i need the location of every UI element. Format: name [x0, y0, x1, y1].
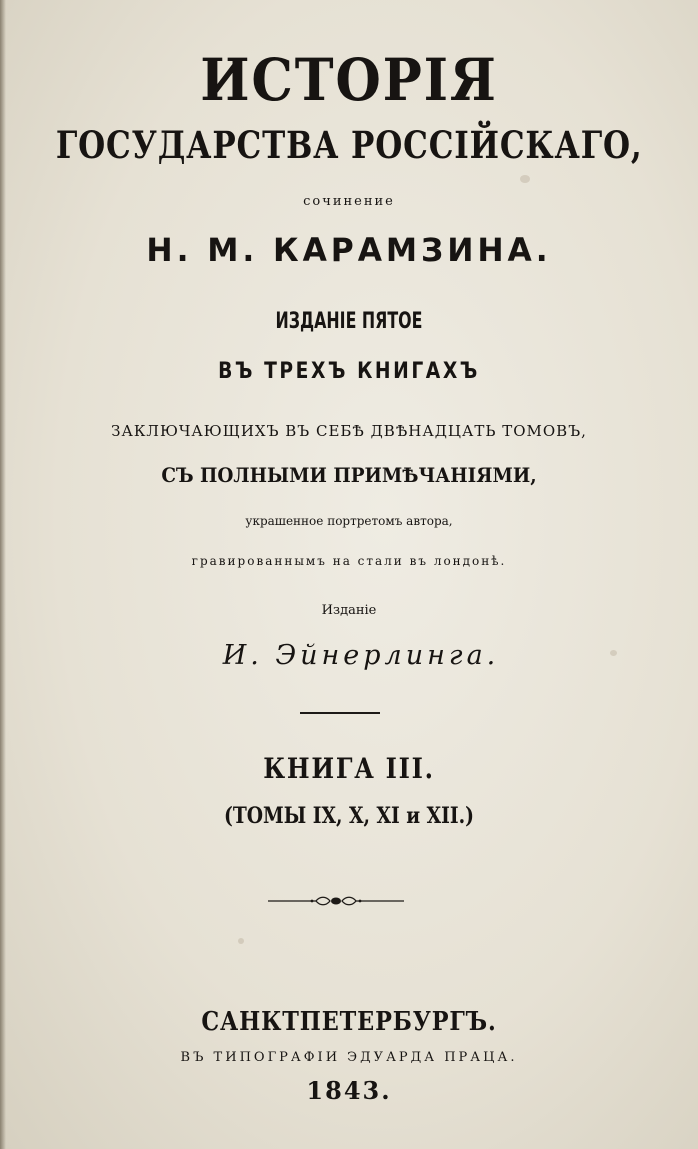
engraving-note: гравированнымъ на стали въ лондонѣ. [191, 554, 507, 568]
page-edge-shadow [0, 0, 6, 1149]
portrait-note: украшенное портретомъ автора, [245, 514, 453, 528]
book-subtitle: ГОСУДАРСТВА РОССІЙСКАГО, [55, 123, 643, 167]
by-line: сочинение [303, 194, 395, 209]
volumes-range: (ТОМЫ IX, X, XI и XII.) [223, 803, 475, 829]
printing-house: ВЪ ТИПОГРАФІИ ЭДУАРДА ПРАЦА. [180, 1050, 518, 1065]
edition-label: ИЗДАНІЕ ПЯТОЕ [275, 309, 423, 334]
publication-year: 1843. [306, 1076, 392, 1105]
notes-note: СЪ ПОЛНЫМИ ПРИМѢЧАНІЯМИ, [161, 463, 537, 487]
foxing-spot [238, 938, 244, 944]
publisher-name: И. Эйнерлинга. [222, 640, 500, 671]
publisher-label: Изданіе [321, 603, 377, 618]
volumes-note: ЗАКЛЮЧАЮЩИХЪ ВЪ СЕБѢ ДВѢНАДЦАТЬ ТОМОВЪ, [111, 422, 587, 440]
books-count: ВЪ ТРЕХЪ КНИГАХЪ [218, 359, 480, 384]
city-name: САНКТПЕТЕРБУРГЪ. [201, 1007, 497, 1037]
foxing-spot [520, 175, 530, 183]
author-name: Н. М. КАРАМЗИНА. [146, 231, 552, 269]
divider-rule [300, 712, 380, 714]
vine-ornament-icon [268, 893, 404, 909]
book-title: ИСТОРІЯ [200, 46, 498, 114]
book-number: КНИГА III. [263, 752, 435, 785]
